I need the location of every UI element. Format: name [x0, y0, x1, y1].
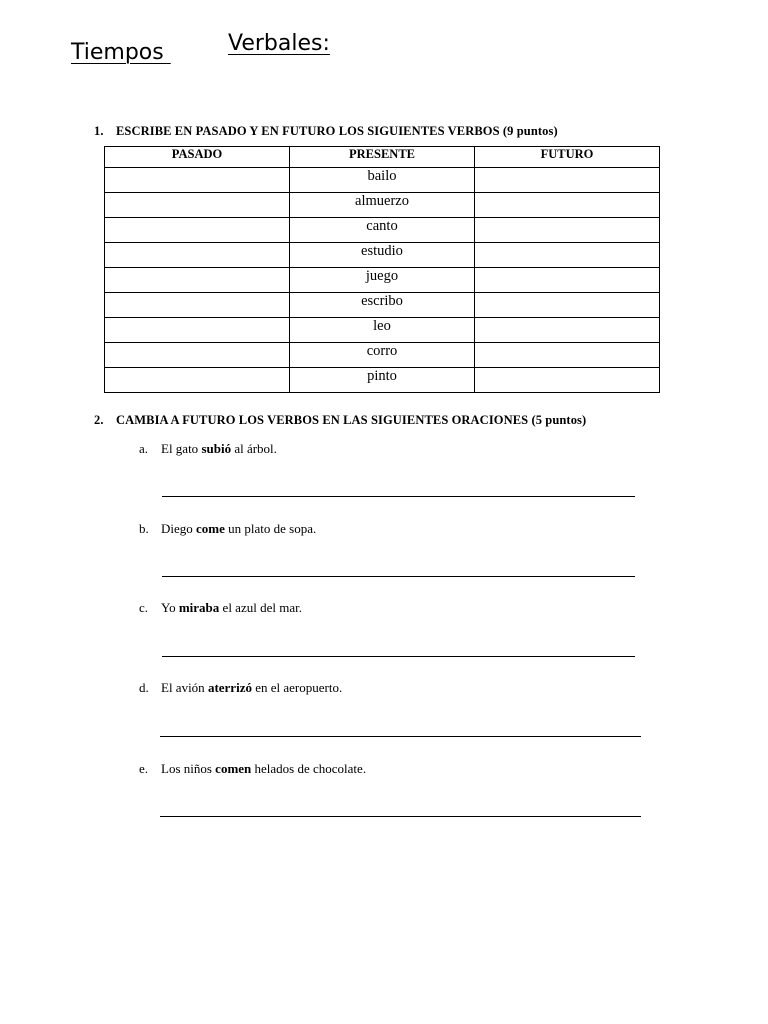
column-header-presente: PRESENTE [290, 147, 475, 168]
futuro-cell[interactable] [475, 268, 660, 293]
futuro-cell[interactable] [475, 218, 660, 243]
table-row [105, 368, 660, 393]
sentence-verb: aterrizó [207, 680, 252, 695]
presente-cell: bailo [290, 168, 475, 193]
sentence-before: Yo [161, 600, 179, 615]
futuro-cell[interactable] [475, 343, 660, 368]
pasado-cell[interactable] [105, 343, 290, 368]
sentence-after: un plato de sopa. [224, 521, 317, 536]
sentence-before: Diego [161, 521, 197, 536]
pasado-cell[interactable] [105, 318, 290, 343]
table-row [105, 318, 660, 343]
pasado-cell[interactable] [105, 218, 290, 243]
presente-cell: escribo [290, 293, 475, 318]
futuro-cell[interactable] [475, 193, 660, 218]
item-letter: b. [139, 521, 149, 536]
sentence-after: en el aeropuerto. [251, 680, 343, 695]
pasado-cell[interactable] [105, 293, 290, 318]
pasado-cell[interactable] [105, 368, 290, 393]
table-row [105, 243, 660, 268]
pasado-cell[interactable] [105, 268, 290, 293]
table-row [105, 293, 660, 318]
presente-cell: canto [290, 218, 475, 243]
section2-number: 2. [94, 413, 104, 427]
pasado-cell[interactable] [105, 193, 290, 218]
presente-cell: pinto [290, 368, 475, 393]
answer-line-c[interactable] [162, 656, 635, 657]
sentence-after: helados de chocolate. [251, 761, 367, 776]
futuro-cell[interactable] [475, 168, 660, 193]
sentence-before: Los niños [161, 761, 216, 776]
item-letter: a. [139, 441, 149, 456]
section1-heading [94, 124, 558, 139]
section1-number: 1. [94, 124, 104, 138]
sentence-item-c [139, 600, 302, 616]
table-row [105, 268, 660, 293]
column-header-futuro: FUTURO [475, 147, 660, 168]
table-row [105, 168, 660, 193]
presente-cell: juego [290, 268, 475, 293]
item-letter: d. [139, 680, 149, 695]
sentence-item-d [139, 680, 342, 696]
answer-line-b[interactable] [162, 576, 635, 577]
futuro-cell[interactable] [475, 318, 660, 343]
futuro-cell[interactable] [475, 293, 660, 318]
presente-cell: leo [290, 318, 475, 343]
pasado-cell[interactable] [105, 168, 290, 193]
table-row [105, 343, 660, 368]
sentence-item-e [139, 761, 366, 777]
answer-line-e[interactable] [160, 816, 641, 817]
presente-cell: corro [290, 343, 475, 368]
section2-heading [94, 413, 586, 428]
table-row [105, 218, 660, 243]
futuro-cell[interactable] [475, 243, 660, 268]
sentence-after: al árbol. [231, 441, 277, 456]
sentence-before: El avión [161, 680, 208, 695]
sentence-verb: miraba [178, 600, 220, 615]
sentence-verb: subió [201, 441, 232, 456]
sentence-after: el azul del mar. [219, 600, 302, 615]
item-letter: e. [139, 761, 149, 776]
sentence-verb: come [196, 521, 225, 536]
pasado-cell[interactable] [105, 243, 290, 268]
title-word-verbales: Verbales: [228, 31, 330, 56]
sentence-before: El gato [161, 441, 202, 456]
table-row [105, 193, 660, 218]
presente-cell: estudio [290, 243, 475, 268]
verbs-table [104, 146, 660, 393]
section2-heading-text: CAMBIA A FUTURO LOS VERBOS EN LAS SIGUIENTES ORACIONES (5 puntos) [116, 413, 587, 427]
table-header-row [105, 147, 660, 168]
presente-cell: almuerzo [290, 193, 475, 218]
futuro-cell[interactable] [475, 368, 660, 393]
title-word-tiempos: Tiempos [71, 40, 171, 65]
sentence-item-b [139, 521, 316, 537]
sentence-verb: comen [215, 761, 252, 776]
section1-heading-text: ESCRIBE EN PASADO Y EN FUTURO LOS SIGUIENTES VERBOS (9 puntos) [116, 124, 558, 138]
answer-line-a[interactable] [162, 496, 635, 497]
column-header-pasado: PASADO [105, 147, 290, 168]
item-letter: c. [139, 600, 149, 615]
sentence-item-a [139, 441, 277, 457]
answer-line-d[interactable] [160, 736, 641, 737]
